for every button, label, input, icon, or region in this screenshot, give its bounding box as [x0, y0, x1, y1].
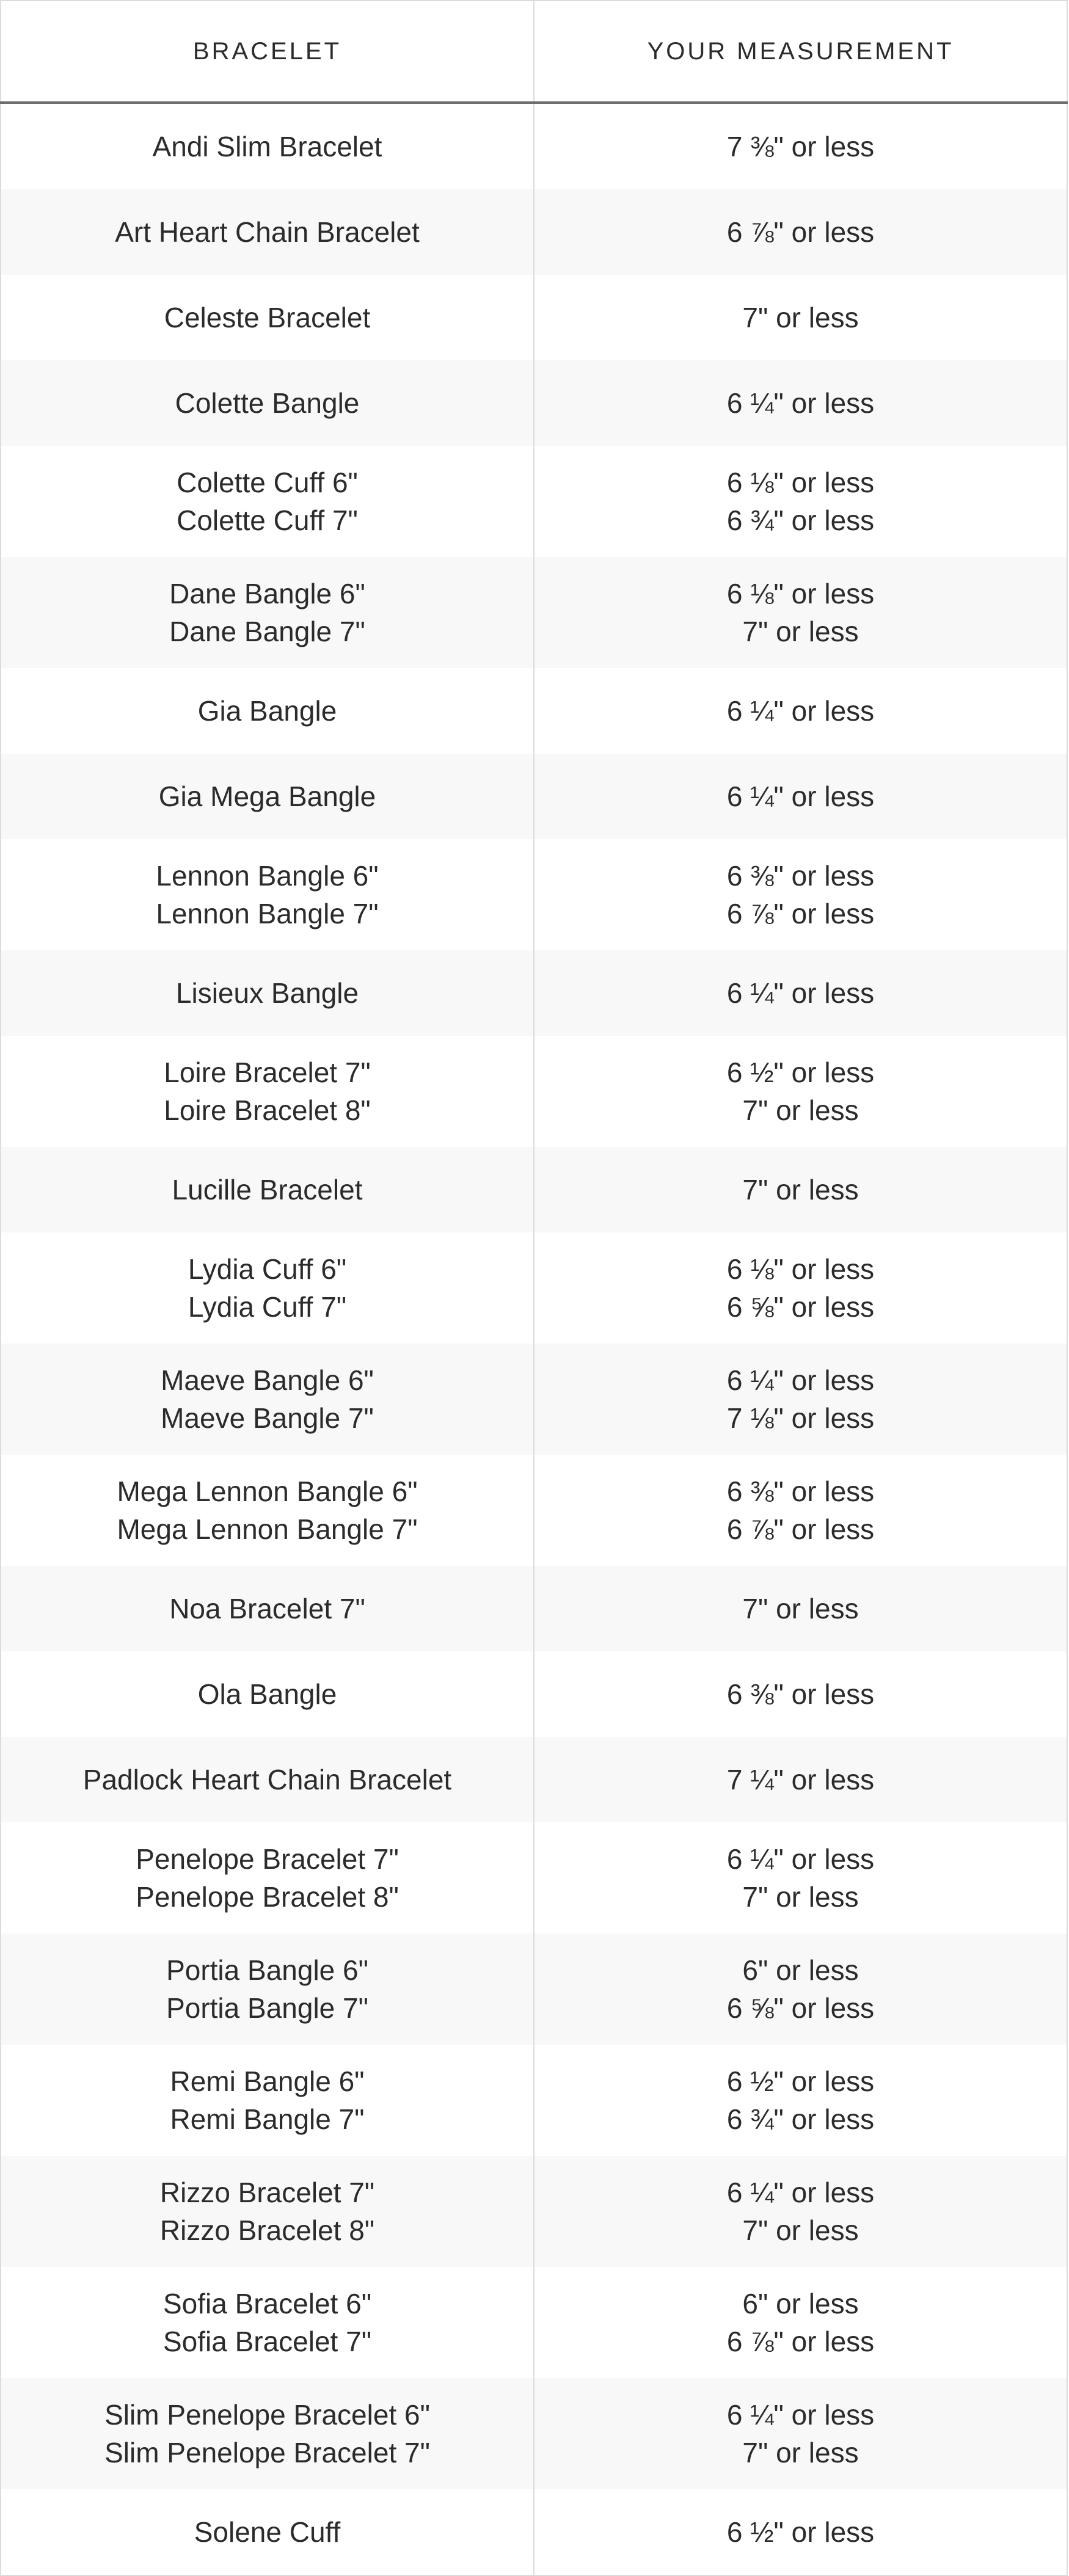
table-header: [1, 1, 1067, 103]
measurement-value: 6 ¾" or less: [726, 504, 875, 536]
table-row: [1, 754, 1067, 839]
bracelet-name: Lydia Cuff 7": [188, 1291, 347, 1323]
table-row: [1, 668, 1067, 754]
bracelet-name: Solene Cuff: [194, 2516, 341, 2548]
measurement-value: 6 ¼" or less: [726, 387, 875, 419]
bracelet-name-cell: [1, 1344, 534, 1455]
measurement-value: 6 ¼" or less: [726, 780, 875, 812]
table-row: [1, 557, 1067, 668]
bracelet-name: Padlock Heart Chain Bracelet: [82, 1764, 452, 1796]
measurement-cell: [534, 668, 1067, 754]
header-bracelet: BRACELET: [1, 1, 534, 103]
bracelet-name-cell: [1, 1147, 534, 1232]
table-row: [1, 2156, 1067, 2267]
bracelet-name: Dane Bangle 7": [169, 616, 365, 647]
table-row: [1, 1036, 1067, 1147]
bracelet-name: Art Heart Chain Bracelet: [115, 216, 420, 248]
table-row: [1, 2489, 1067, 2575]
bracelet-name-cell: [1, 2045, 534, 2156]
bracelet-name: Penelope Bracelet 7": [136, 1843, 399, 1875]
bracelet-name-cell: [1, 275, 534, 360]
table-row: [1, 103, 1067, 189]
measurement-cell: [534, 1036, 1067, 1147]
measurement-cell: [534, 1455, 1067, 1566]
measurement-value: 7" or less: [742, 2437, 859, 2469]
measurement-value: 7" or less: [742, 2214, 859, 2246]
measurement-value: 6 ⅛" or less: [726, 578, 875, 609]
measurement-cell: [534, 2378, 1067, 2489]
measurement-value: 6 ½" or less: [726, 1057, 875, 1088]
bracelet-name: Sofia Bracelet 6": [162, 2288, 372, 2319]
measurement-cell: [534, 1737, 1067, 1822]
table-row: [1, 1147, 1067, 1232]
measurement-cell: [534, 1232, 1067, 1344]
bracelet-name: Lucille Bracelet: [172, 1174, 363, 1206]
table-row: [1, 1822, 1067, 1934]
bracelet-name: Mega Lennon Bangle 6": [117, 1475, 418, 1507]
bracelet-name: Slim Penelope Bracelet 6": [104, 2399, 430, 2431]
table-row: [1, 1344, 1067, 1455]
bracelet-name-cell: [1, 1566, 534, 1651]
bracelet-name: Colette Bangle: [175, 387, 360, 419]
measurement-cell: [534, 754, 1067, 839]
header-row: [1, 1, 1067, 103]
measurement-cell: [534, 1934, 1067, 2045]
measurement-value: 6 ⅞" or less: [726, 216, 875, 248]
measurement-value: 6 ¼" or less: [726, 1843, 875, 1875]
bracelet-name-cell: [1, 1036, 534, 1147]
measurement-cell: [534, 1651, 1067, 1737]
bracelet-name: Celeste Bracelet: [164, 302, 371, 333]
measurement-value: 7" or less: [742, 1881, 859, 1913]
measurement-value: 7" or less: [742, 1094, 859, 1126]
measurement-cell: [534, 1822, 1067, 1934]
table-row: [1, 950, 1067, 1036]
bracelet-name-cell: [1, 668, 534, 754]
bracelet-name-cell: [1, 557, 534, 668]
bracelet-name: Rizzo Bracelet 8": [159, 2214, 375, 2246]
bracelet-name: Remi Bangle 6": [170, 2065, 365, 2097]
measurement-value: 6 ¼" or less: [726, 2177, 875, 2208]
bracelet-name-cell: [1, 839, 534, 950]
bracelet-name-cell: [1, 2378, 534, 2489]
measurement-cell: [534, 2156, 1067, 2267]
measurement-value: 6 ½" or less: [726, 2065, 875, 2097]
measurement-value: 6 ¼" or less: [726, 695, 875, 727]
bracelet-name: Gia Mega Bangle: [158, 780, 376, 812]
bracelet-name: Slim Penelope Bracelet 7": [104, 2437, 430, 2469]
bracelet-name-cell: [1, 1651, 534, 1737]
bracelet-name-cell: [1, 1455, 534, 1566]
bracelet-name-cell: [1, 2489, 534, 2575]
measurement-value: 6 ⅞" or less: [726, 1513, 875, 1545]
bracelet-name: Maeve Bangle 6": [161, 1364, 374, 1396]
bracelet-name: Gia Bangle: [197, 695, 337, 727]
measurement-cell: [534, 950, 1067, 1036]
bracelet-name: Ola Bangle: [197, 1678, 337, 1710]
bracelet-name: Lennon Bangle 6": [156, 860, 379, 892]
bracelet-name: Portia Bangle 6": [166, 1954, 368, 1986]
bracelet-name: Rizzo Bracelet 7": [159, 2177, 375, 2208]
table-row: [1, 446, 1067, 557]
measurement-value: 6" or less: [742, 1954, 859, 1986]
measurement-cell: [534, 446, 1067, 557]
table-row: [1, 2378, 1067, 2489]
bracelet-name: Colette Cuff 7": [177, 504, 358, 536]
bracelet-name-cell: [1, 446, 534, 557]
table-row: [1, 2045, 1067, 2156]
bracelet-name: Lisieux Bangle: [175, 977, 359, 1009]
bracelet-name: Noa Bracelet 7": [169, 1593, 365, 1625]
measurement-value: 6 ¼" or less: [726, 2399, 875, 2431]
measurement-value: 7" or less: [742, 616, 859, 647]
measurement-value: 7" or less: [742, 302, 859, 333]
bracelet-name: Penelope Bracelet 8": [136, 1881, 399, 1913]
measurement-value: 6 ¾" or less: [726, 2103, 875, 2135]
bracelet-name-cell: [1, 189, 534, 275]
measurement-cell: [534, 360, 1067, 446]
measurement-value: 6 ⅞" or less: [726, 898, 875, 930]
measurement-value: 6 ⅝" or less: [726, 1992, 875, 2024]
measurement-value: 6 ⅞" or less: [726, 2326, 875, 2357]
measurement-value: 7 ¼" or less: [726, 1764, 875, 1796]
bracelet-name: Andi Slim Bracelet: [152, 131, 382, 162]
bracelet-name-cell: [1, 1737, 534, 1822]
measurement-cell: [534, 2045, 1067, 2156]
table-row: [1, 360, 1067, 446]
measurement-value: 6 ⅝" or less: [726, 1291, 875, 1323]
table-row: [1, 839, 1067, 950]
measurement-value: 6 ⅜" or less: [726, 1475, 875, 1507]
bracelet-name: Mega Lennon Bangle 7": [117, 1513, 418, 1545]
bracelet-name: Loire Bracelet 8": [164, 1094, 371, 1126]
header-your-measurement: YOUR MEASUREMENT: [534, 1, 1067, 103]
measurement-cell: [534, 839, 1067, 950]
bracelet-name-cell: [1, 103, 534, 189]
measurement-cell: [534, 557, 1067, 668]
bracelet-name-cell: [1, 2267, 534, 2378]
table-row: [1, 1651, 1067, 1737]
measurement-value: 6 ¼" or less: [726, 1364, 875, 1396]
measurement-value: 7" or less: [742, 1174, 859, 1206]
bracelet-name: Portia Bangle 7": [166, 1992, 368, 2024]
bracelet-name: Maeve Bangle 7": [161, 1402, 374, 1434]
table-row: [1, 1566, 1067, 1651]
bracelet-name-cell: [1, 2156, 534, 2267]
bracelet-name-cell: [1, 360, 534, 446]
measurement-cell: [534, 1566, 1067, 1651]
measurement-cell: [534, 1147, 1067, 1232]
bracelet-name: Lennon Bangle 7": [156, 898, 379, 930]
measurement-value: 6 ½" or less: [726, 2516, 875, 2548]
bracelet-name: Sofia Bracelet 7": [162, 2326, 372, 2357]
bracelet-name: Loire Bracelet 7": [164, 1057, 371, 1088]
measurement-cell: [534, 275, 1067, 360]
measurement-value: 6 ⅜" or less: [726, 860, 875, 892]
table-row: [1, 1455, 1067, 1566]
measurement-value: 6" or less: [742, 2288, 859, 2319]
bracelet-name-cell: [1, 950, 534, 1036]
measurement-cell: [534, 103, 1067, 189]
table-body: [1, 103, 1067, 2575]
measurement-value: 7" or less: [742, 1593, 859, 1625]
bracelet-name-cell: [1, 1822, 534, 1934]
measurement-cell: [534, 2489, 1067, 2575]
bracelet-name: Colette Cuff 6": [177, 467, 358, 498]
measurement-value: 6 ¼" or less: [726, 977, 875, 1009]
bracelet-name-cell: [1, 1232, 534, 1344]
measurement-value: 7 ⅜" or less: [726, 131, 875, 162]
table-row: [1, 1934, 1067, 2045]
measurement-value: 6 ⅛" or less: [726, 1253, 875, 1285]
measurement-value: 7 ⅛" or less: [726, 1402, 875, 1434]
table-row: [1, 189, 1067, 275]
bracelet-name-cell: [1, 1934, 534, 2045]
bracelet-name-cell: [1, 754, 534, 839]
measurement-cell: [534, 189, 1067, 275]
measurement-value: 6 ⅛" or less: [726, 467, 875, 498]
bracelet-name: Lydia Cuff 6": [188, 1253, 347, 1285]
table-row: [1, 2267, 1067, 2378]
table-row: [1, 275, 1067, 360]
bracelet-name: Remi Bangle 7": [170, 2103, 365, 2135]
measurement-value: 6 ⅜" or less: [726, 1678, 875, 1710]
table-row: [1, 1737, 1067, 1822]
bracelet-name: Dane Bangle 6": [169, 578, 365, 609]
measurement-cell: [534, 2267, 1067, 2378]
measurement-cell: [534, 1344, 1067, 1455]
table-row: [1, 1232, 1067, 1344]
